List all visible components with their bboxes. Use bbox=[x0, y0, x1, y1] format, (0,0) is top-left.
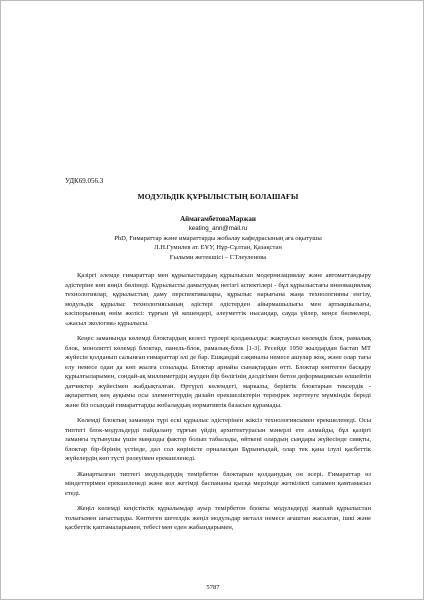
paper-content bbox=[65, 177, 371, 539]
body-paragraph-3: Көлемді блоктың заманауи түрі ескі құрылыс әдістерінен жіксіз технологиясымен ерекшеленеді. Осы типтегі блок-модульдерді пайдалану тұрғын үйдің архитектурасын мәнерлі ете алмайды, бұл қазіргі заманғы тұтынушы үшін маңызды фактор болып табылады, өйткені олардың сыңдары жүйесінде сияқты, блоктар бір-бірінің үстінде, дәл сол көріністе орналасқан Бұрынғыдай, олар тек қана ілулі қасбеттік жүйелердің көп түсті рәлеуімен ерекшеленеді. bbox=[65, 417, 371, 463]
author-block bbox=[65, 215, 371, 262]
body-paragraph-2: Кеңес заманында көлемді блоктардың келесі түрлері қолданылды: жақтаусыз көлемдік блок, рамалық блок, монолитті көлемді блоктар, панель-блок, рамалық-блок [1-3]. Ресейде 1950 жылдардан бастап МТ жүйесін қолданып салынған ғимараттар әлі де бар. Ешқандай сақиналы немесе ашулар жоқ, және олар тағы елу немесе одан да көп жылға созылады. Блоктар арнайы сынақтардан өтті. Блоктар көптеген басқару құрылғыларымен, сондай-ақ миллиметрдің жүзден бір бөлігінің дәлдігімен бетон деформациясын өлшейтін датчиктер жүйесімен жабдықталған. Өртүрлі көлемдегі, маркалы, беріктік блоктарын тексердік - ақпараттың кең ауқымы осы элементтердің дизайн ерекшеліктерін тереңірек зерттеуге мүмкіндік береді және біз осындай ғимараттарды жобалаудың нормативтік базасын құрамады. bbox=[65, 335, 371, 409]
author-name: АймағамбетоваМаржан bbox=[180, 215, 256, 223]
article-title: МОДУЛЬДІК ҚҰРЫЛЫСТЫҢ БОЛАШАҒЫ bbox=[137, 192, 299, 201]
author-affiliation: Л.Н.Гумилев ат. ЕҰУ, Нұр-Сұлтан, Қазақстан bbox=[154, 244, 282, 252]
author-email[interactable]: keating_ann@mail.ru bbox=[188, 225, 248, 233]
body-paragraph-4: Жанартылған типтегі модульдердің темірбетон блоктарын қолданудың он әсері. Ғимараттар өз міндеттерімен ерекшеленеді және кол жетімді баспананы қысқа мерзімде жеткілікті сапамен қамтамасыз етеді. bbox=[65, 470, 371, 497]
body-paragraph-5: Жеңіл көлемді кеңістіктік құрылымдар ауыр темірбетон блокты модульдерді жаппай құрылыстан толығымен ығыстырды. Көптеген шетелдік жеңіл модульдар металл немесе ағаштан жасалған, ішкі және қасбеттік қаптамаларымен, тебесі мен еден жабындарымен, bbox=[65, 505, 371, 532]
author-position: PhD, Ғимараттар және имараттарды жобалау кафедрасының аға оқытушы bbox=[114, 234, 322, 242]
author-supervisor: Ғылыми жетекшісі – Г.Тлеуленова bbox=[169, 253, 267, 261]
udk-code: УДК69.056.3 bbox=[65, 177, 104, 185]
body-paragraph-1: Қазіргі әлемде ғимараттар мен құрылыстардың құрылысын модернизациялау және автоматтандыру әдістеріне көп көңіл бөлінеді. Құрылысты дамытудың негізгі аспектілері - бұл құрылыстағы инновациялық технологиялар, құрылыстың даму перспективалары, құрылыс нарығына жаңа технологияны енгізу, модульдік құрылыс технологиясының әдістері әдістерден айырмашылығы мен артықшылығы, кәсіпорынның өнім желісі: тұрғын үй кешендері, әлеуметтік нысандар, сауда үйлер, кеңсе бөлмелері, «жасыл экология» құрылысы. bbox=[65, 272, 371, 327]
page-number: 5787 bbox=[206, 584, 220, 591]
